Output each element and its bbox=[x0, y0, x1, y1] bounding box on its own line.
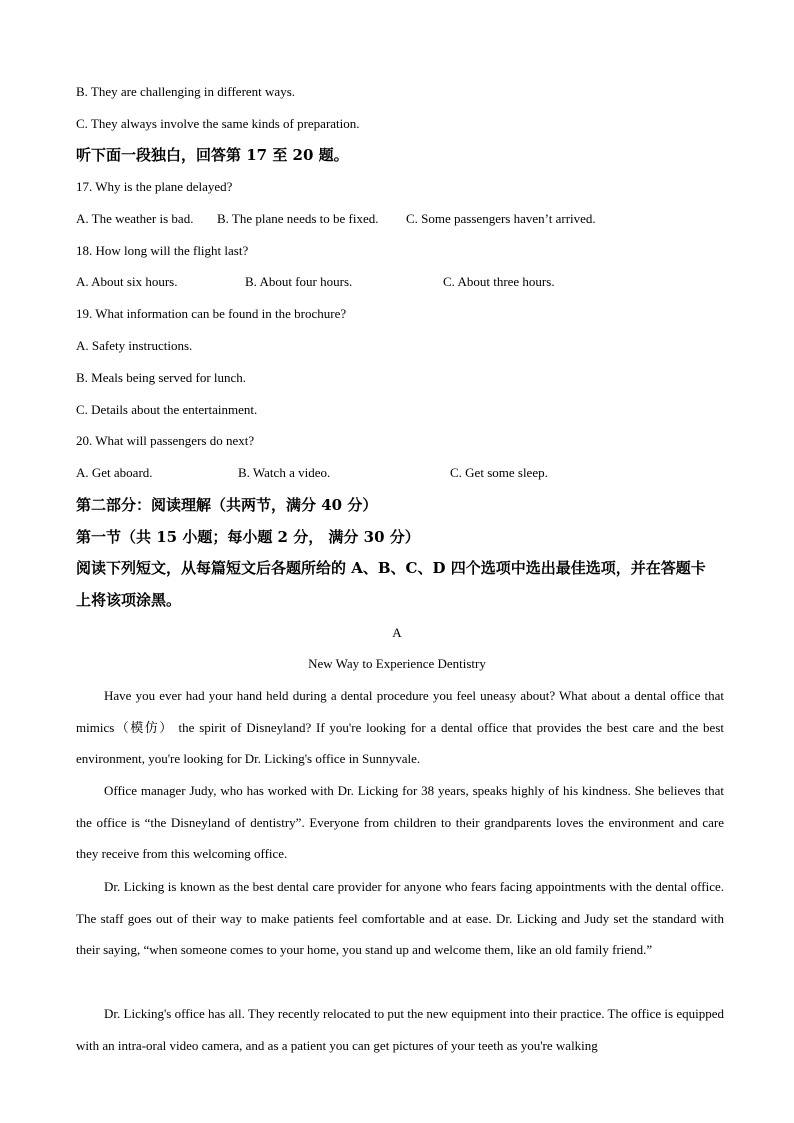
question-20-option-c: C. Get some sleep. bbox=[450, 465, 548, 480]
passage-paragraph-1: Have you ever had your hand held during a dental procedure you feel uneasy about? What about a dental office that mimics（模仿） the spirit of Disneyland? If you're looking for a dental office that provides the best care and the best environment, you're looking for Dr. Licking's office in Sunnyvale. bbox=[76, 688, 724, 767]
question-19-option-b: B. Meals being served for lunch. bbox=[76, 370, 247, 385]
question-20-stem: 20. What will passengers do next? bbox=[76, 433, 255, 448]
passage-paragraph-3: Dr. Licking is known as the best dental care provider for anyone who fears facing appointments with the dental office. The staff goes out of their way to make patients feel comfortable and at ease. Dr. Licking and Judy set the standard with their saying, “when someone comes to your home, you stand up and welcome them, like an old family friend.” bbox=[76, 879, 724, 958]
question-18-option-c: C. About three hours. bbox=[443, 274, 555, 289]
previous-option-c: C. They always involve the same kinds of preparation. bbox=[76, 116, 360, 131]
question-17-option-a: A. The weather is bad. bbox=[76, 211, 194, 226]
question-18-option-a: A. About six hours. bbox=[76, 274, 178, 289]
part-two-heading: 第二部分：阅读理解（共两节，满分 40 分） bbox=[76, 496, 378, 514]
question-17-stem: 17. Why is the plane delayed? bbox=[76, 179, 233, 194]
monologue-heading: 听下面一段独白，回答第 17 至 20 题。 bbox=[76, 146, 349, 164]
question-18-option-b: B. About four hours. bbox=[245, 274, 353, 289]
question-19-stem: 19. What information can be found in the brochure? bbox=[76, 306, 347, 321]
question-19-option-c: C. Details about the entertainment. bbox=[76, 402, 258, 417]
previous-option-b: B. They are challenging in different ways. bbox=[76, 84, 296, 99]
question-18-stem: 18. How long will the flight last? bbox=[76, 243, 249, 258]
section-one-heading: 第一节（共 15 小题；每小题 2 分， 满分 30 分） bbox=[76, 528, 420, 546]
passage-paragraph-4: Dr. Licking's office has all. They recently relocated to put the new equipment into their practice. The office is equipped with an intra-oral video camera, and as a patient you can get pictures of your teeth as you're walking bbox=[76, 1006, 724, 1053]
question-19-option-a: A. Safety instructions. bbox=[76, 338, 193, 353]
passage-paragraph-2: Office manager Judy, who has worked with Dr. Licking for 38 years, speaks highly of his kindness. She believes that the office is “the Disneyland of dentistry”. Everyone from children to their grandparents loves the environment and care they receive from this welcoming office. bbox=[76, 783, 724, 862]
passage-title: New Way to Experience Dentistry bbox=[308, 656, 486, 671]
question-20-option-a: A. Get aboard. bbox=[76, 465, 153, 480]
reading-instructions-line-1: 阅读下列短文，从每篇短文后各题所给的 A、B、C、D 四个选项中选出最佳选项，并在答题卡 bbox=[76, 559, 706, 577]
question-17-option-c: C. Some passengers haven’t arrived. bbox=[406, 211, 596, 226]
question-17-option-b: B. The plane needs to be fixed. bbox=[217, 211, 379, 226]
passage-label: A bbox=[392, 625, 402, 640]
question-20-option-b: B. Watch a video. bbox=[238, 465, 331, 480]
reading-instructions-line-2: 上将该项涂黑。 bbox=[76, 591, 182, 609]
